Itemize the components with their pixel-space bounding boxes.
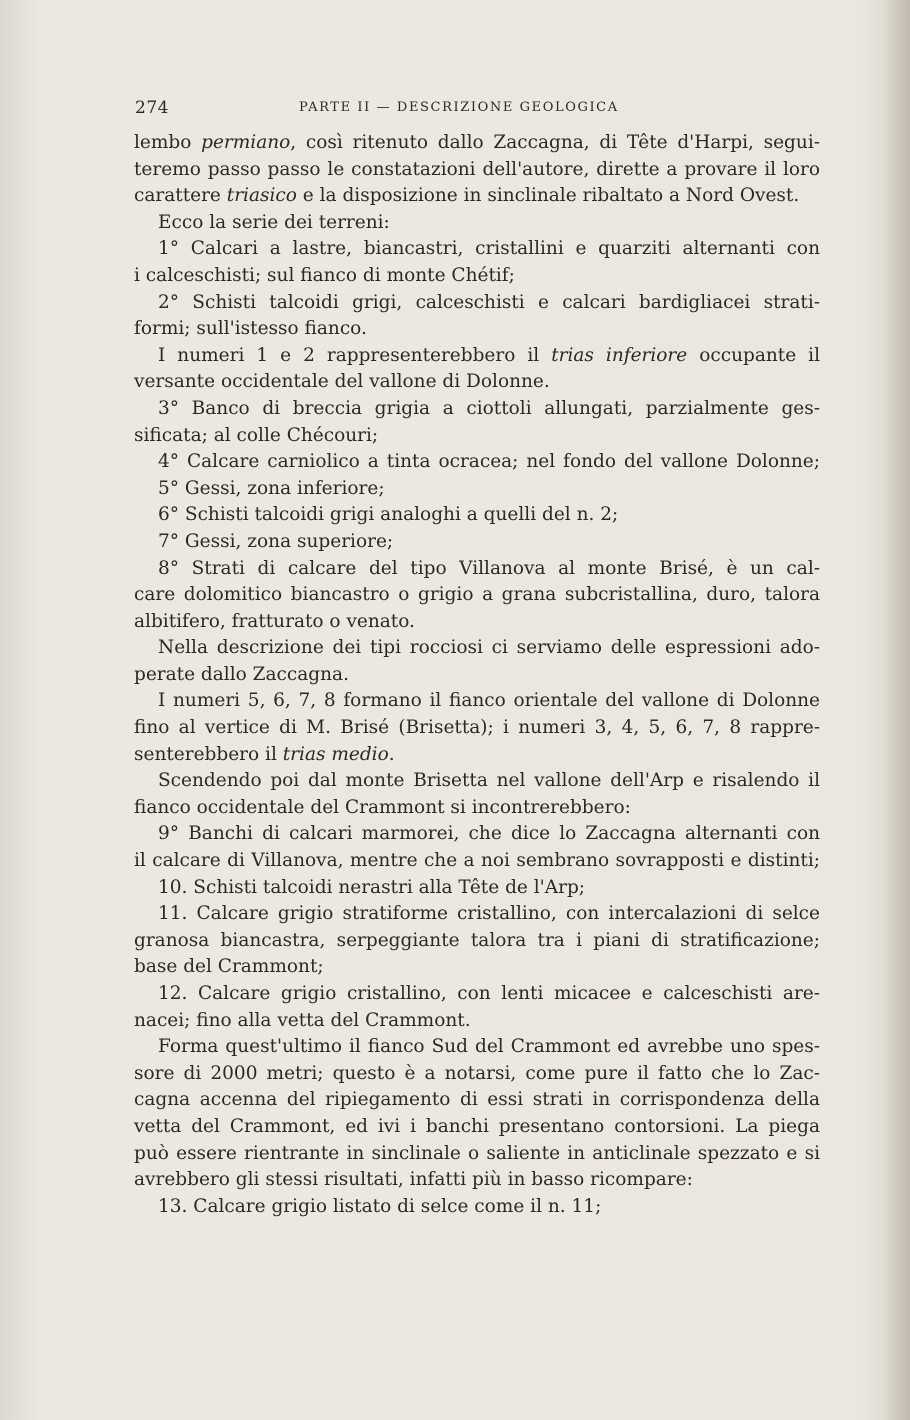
text-segment: 2° Schisti talcoidi grigi, calceschisti e calcari bardigliacei strati-	[158, 291, 820, 313]
text-segment: 5° Gessi, zona inferiore;	[158, 477, 385, 499]
page-number: 274	[135, 98, 169, 118]
text-line	[134, 396, 820, 423]
text-line	[134, 742, 820, 769]
text-segment: I numeri 5, 6, 7, 8 formano il fianco orientale del vallone di Dolonne	[158, 690, 820, 712]
text-segment: può essere rientrante in sinclinale o saliente in anticlinale spezzato e si	[134, 1142, 820, 1164]
text-segment: Forma quest'ultimo il fianco Sud del Crammont ed avrebbe uno spes-	[158, 1036, 820, 1058]
text-segment: , così ritenuto dallo Zaccagna, di Tête d'Harpi, segui-	[290, 132, 820, 153]
text-line	[134, 981, 820, 1008]
text-segment: avrebbero gli stessi risultati, infatti più in basso ricompare:	[134, 1169, 693, 1191]
text-line	[134, 449, 820, 476]
text-segment: senterebbero il	[134, 743, 283, 765]
text-line	[134, 1114, 820, 1141]
text-line	[134, 795, 820, 822]
text-line	[134, 1008, 820, 1035]
text-line	[134, 316, 820, 343]
text-segment: nacei; fino alla vetta del Crammont.	[134, 1009, 471, 1031]
text-line	[134, 1141, 820, 1168]
text-segment: il calcare di Villanova, mentre che a noi sembrano sovrapposti e distinti;	[134, 850, 820, 872]
text-segment: granosa biancastra, serpeggiante talora tra i piani di stratificazione;	[134, 929, 820, 951]
page-edge-shadow	[882, 0, 910, 1420]
italic-term: permiano	[201, 132, 291, 153]
text-line	[134, 1087, 820, 1114]
text-segment: base del Crammont;	[134, 956, 324, 978]
text-line	[134, 901, 820, 928]
text-line	[134, 343, 820, 370]
text-line	[134, 609, 820, 636]
text-line	[134, 688, 820, 715]
text-segment: I numeri 1 e 2 rappresenterebbero il	[158, 344, 552, 366]
text-segment: fino al vertice di M. Brisé (Brisetta); i numeri 3, 4, 5, 6, 7, 8 rappre-	[134, 717, 820, 739]
text-line	[134, 715, 820, 742]
text-line	[134, 236, 820, 263]
text-line	[134, 848, 820, 875]
text-line	[134, 954, 820, 981]
italic-term: trias medio	[282, 743, 389, 765]
text-segment: sificata; al colle Chécouri;	[134, 424, 379, 446]
text-segment: carattere	[134, 185, 227, 207]
text-line	[134, 582, 820, 609]
body-text	[134, 130, 820, 1220]
text-line	[134, 768, 820, 795]
text-line	[134, 130, 820, 157]
text-segment: Ecco la serie dei terreni:	[158, 211, 390, 233]
text-line	[134, 1167, 820, 1194]
text-line	[134, 423, 820, 450]
text-segment: 13. Calcare grigio listato di selce come il n. 11;	[158, 1195, 602, 1217]
text-line	[134, 556, 820, 583]
text-segment: Nella descrizione dei tipi rocciosi ci serviamo delle espressioni ado-	[158, 637, 820, 659]
italic-term: trias inferiore	[551, 344, 688, 366]
text-segment: vetta del Crammont, ed ivi i banchi presentano contorsioni. La piega	[134, 1115, 820, 1137]
text-segment: occupante il	[687, 344, 820, 366]
text-line	[134, 635, 820, 662]
running-header	[135, 98, 819, 122]
text-segment: 1° Calcari a lastre, biancastri, cristallini e quarziti alternanti con	[158, 238, 820, 260]
text-segment: 6° Schisti talcoidi grigi analoghi a quelli del n. 2;	[158, 504, 619, 526]
text-line	[134, 662, 820, 689]
text-segment: perate dallo Zaccagna.	[134, 663, 349, 685]
text-line	[134, 263, 820, 290]
text-segment: 3° Banco di breccia grigia a ciottoli allungati, parzialmente ges-	[158, 397, 820, 419]
text-segment: versante occidentale del vallone di Dolonne.	[134, 371, 550, 393]
text-segment: 12. Calcare grigio cristallino, con lenti micacee e calceschisti are-	[158, 983, 820, 1004]
text-line	[134, 290, 820, 317]
text-segment: formi; sull'istesso fianco.	[134, 318, 367, 340]
text-segment: e la disposizione in sinclinale ribaltato a Nord Ovest.	[296, 185, 800, 207]
text-line	[134, 1194, 820, 1221]
text-segment: 4° Calcare carniolico a tinta ocracea; nel fondo del vallone Dolonne;	[158, 451, 820, 473]
text-line	[134, 183, 820, 210]
text-segment: Scendendo poi dal monte Brisetta nel vallone dell'Arp e risalendo il	[158, 770, 820, 792]
running-title: PARTE II — DESCRIZIONE GEOLOGICA	[299, 100, 619, 115]
text-segment: i calceschisti; sul fianco di monte Chétif;	[134, 264, 515, 286]
text-segment: lembo	[134, 132, 202, 153]
text-segment: sore di 2000 metri; questo è a notarsi, come pure il fatto che lo Zac-	[134, 1062, 820, 1084]
text-segment: 11. Calcare grigio stratiforme cristallino, con intercalazioni di selce	[158, 903, 820, 925]
text-line	[134, 1034, 820, 1061]
text-line	[134, 210, 820, 237]
text-line	[134, 529, 820, 556]
text-segment: 7° Gessi, zona superiore;	[158, 530, 394, 552]
text-segment: 9° Banchi di calcari marmorei, che dice lo Zaccagna alternanti con	[158, 823, 820, 845]
text-segment: cagna accenna del ripiegamento di essi strati in corrispondenza della	[134, 1089, 820, 1111]
text-line	[134, 502, 820, 529]
italic-term: triasico	[226, 185, 297, 207]
text-segment: care dolomitico biancastro o grigio a grana subcristallina, duro, talora	[134, 584, 820, 606]
text-line	[134, 928, 820, 955]
text-line	[134, 1061, 820, 1088]
text-segment: fianco occidentale del Crammont si incontrerebbero:	[134, 796, 631, 818]
text-segment: teremo passo passo le constatazioni dell'autore, dirette a provare il loro	[134, 158, 820, 180]
text-line	[134, 821, 820, 848]
text-line	[134, 875, 820, 902]
text-segment: albitifero, fratturato o venato.	[134, 610, 415, 632]
text-line	[134, 157, 820, 184]
text-segment: .	[388, 743, 395, 765]
text-segment: 10. Schisti talcoidi nerastri alla Tête de l'Arp;	[158, 876, 586, 898]
text-segment: 8° Strati di calcare del tipo Villanova al monte Brisé, è un cal-	[158, 557, 820, 579]
text-line	[134, 476, 820, 503]
text-line	[134, 369, 820, 396]
